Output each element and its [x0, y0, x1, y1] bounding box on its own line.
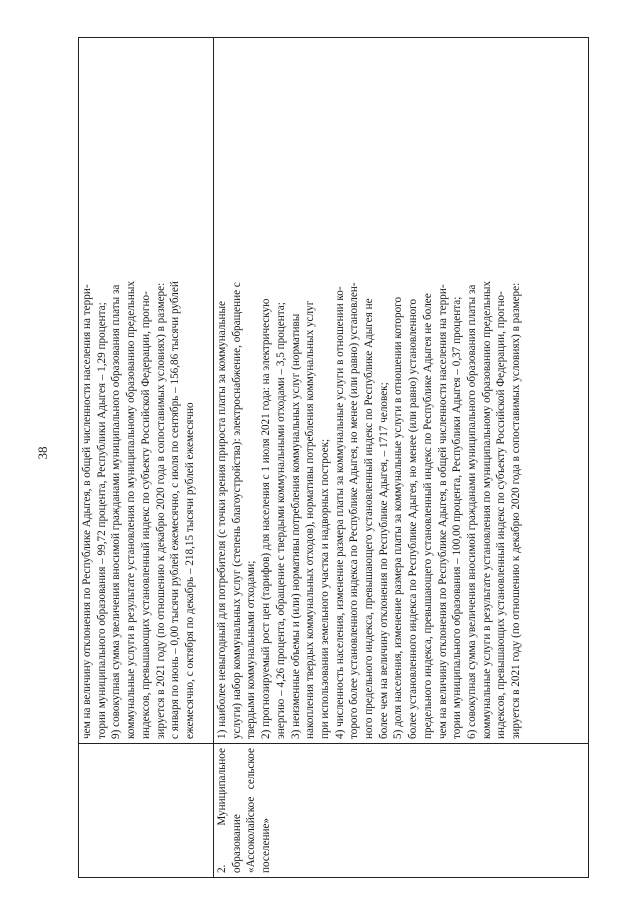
- text-line: ежемесячно, с октября по декабрь – 218,15 тысячи рублей ежемесячно: [183, 402, 196, 739]
- text-line: тории муниципального образования – 99,72 процента, Республики Адыгея – 1,29 процента;: [95, 302, 108, 739]
- text-line: чем на величину отклонения по Республике Адыгея, в общей численности населения на терри-: [81, 284, 93, 739]
- text-line: чем на величину отклонения по Республике Адыгея, в общей численности населения на терри-: [436, 284, 449, 739]
- text-line: 9) совокупная сумма увеличения вносимой гражданами муниципального образования платы за: [110, 284, 123, 739]
- page-number: 38: [35, 446, 50, 460]
- text-line: ного предельного индекса, превышающего установленный индекс по Республике Адыгея не: [363, 298, 376, 739]
- text-line: индексов, превышающих установленный индекс по субъекту Российской Федерации, прогно-: [139, 291, 152, 739]
- text-line: предельного индекса, превышающего установленный индекс по Республике Адыгея не более: [421, 293, 434, 739]
- text-line: с января по июнь – 0,00 тысячи рублей ежемесячно, с июля по сентябрь – 156,86 тысячи рублей: [169, 281, 182, 739]
- table-row: [214, 38, 589, 878]
- text-line: 4) численность населения, изменение размера платы за коммунальные услуги в отношении ко-: [333, 286, 346, 739]
- text-line: более чем на величину отклонения по Республике Адыгея, – 1717 человек;: [377, 382, 390, 739]
- text-line: более установленного индекса по Республике Адыгея, но менее (или равно) установленного: [407, 298, 420, 739]
- text-line: 1) наиболее невыгодный для потребителя (с точки зрения прироста платы за коммунальные: [216, 300, 228, 739]
- text-line: индексов, превышающих установленный индекс по субъекту Российской Федерации, прогно-: [495, 291, 508, 739]
- text-line: торого более установленного индекса по Республике Адыгея, но менее (или равно) установлен-: [348, 282, 361, 739]
- text-line: зируется в 2021 году (по отношению к декабрю 2020 года в сопоставимых условиях) в размере:: [510, 282, 523, 739]
- text-line: накопления твердых коммунальных отходов), нормативы потребления коммунальных услуг: [304, 300, 317, 739]
- description-cell: [214, 38, 589, 744]
- document-table-container: [78, 38, 588, 878]
- table-row: [79, 38, 214, 878]
- text-line: 6) совокупная сумма увеличения вносимой гражданами муниципального образования платы за: [465, 284, 478, 739]
- text-line: зируется в 2021 году (по отношению к декабрю 2020 года в сопоставимых условиях) в размере:: [154, 282, 167, 739]
- municipality-name-cell: [79, 744, 214, 878]
- text-line: коммунальные услуги в результате установления по муниципальному образованию предельных: [125, 281, 138, 739]
- text-line: при использовании земельного участка и надворных построек;: [318, 438, 331, 739]
- text-line: коммунальные услуги в результате установления по муниципальному образованию предельных: [480, 281, 493, 739]
- municipality-name-cell: 2. Муниципальное образование «Ассоколайское сельское поселение»: [214, 744, 589, 878]
- text-line: энергию – 4,26 процента, обращение с твердыми коммунальными отходами – 3,5 процента;: [274, 302, 287, 739]
- text-line: твердыми коммунальными отходами;: [245, 560, 258, 739]
- text-line: 2) прогнозируемый рост цен (тарифов) для населения с 1 июля 2021 года: на электрическую: [260, 298, 273, 739]
- text-line: 3) неизменные объемы и (или) нормативы потребления коммунальных услуг (нормативы: [289, 313, 302, 739]
- description-cell: [79, 38, 214, 744]
- text-line: услуги) набор коммунальных услуг (степень благоустройства): электроснабжение, обращение с: [230, 282, 243, 739]
- municipal-index-table: [78, 37, 589, 878]
- text-line: 5) доля населения, изменение размера платы за коммунальные услуги в отношении которого: [392, 296, 405, 739]
- text-line: тории муниципального образования – 100,00 процента, Республики Адыгея – 0,37 процента;: [451, 296, 464, 739]
